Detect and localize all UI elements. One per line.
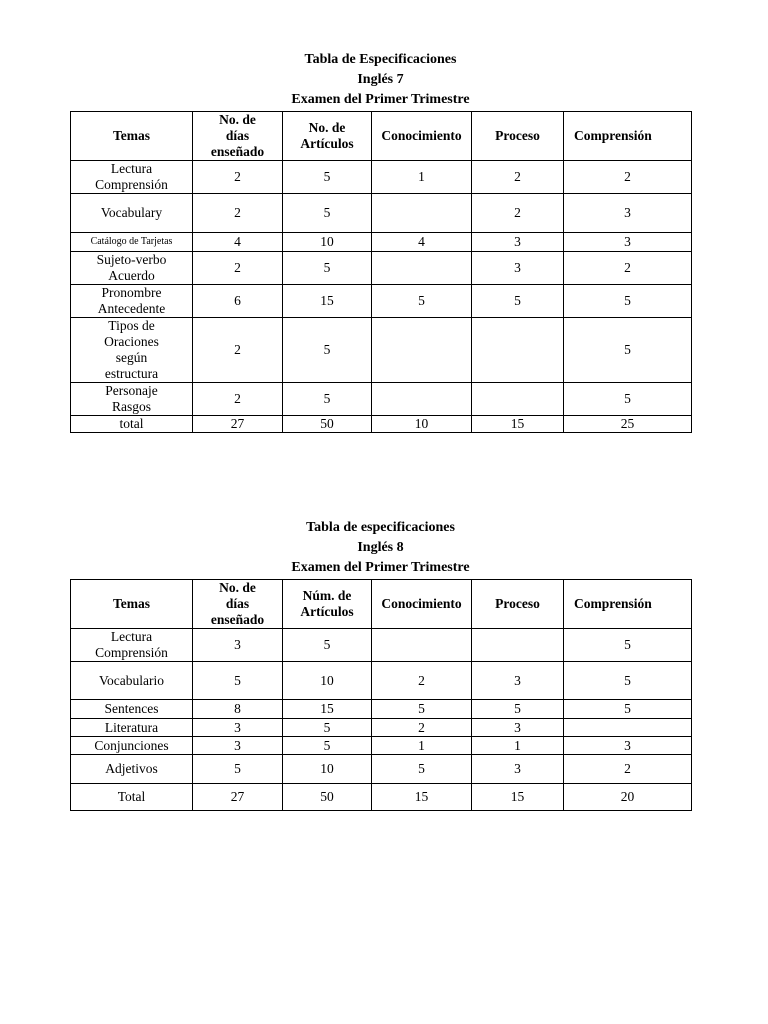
value-cell: 10 [283,755,372,784]
value-cell: 5 [564,700,692,719]
value-cell: 1 [472,737,564,755]
value-cell [372,629,472,662]
spec-table-2 [70,579,692,811]
value-cell: 5 [283,161,372,194]
column-header: Temas [71,112,193,161]
table-row [71,719,692,737]
value-cell: 3 [564,194,692,233]
topic-cell: Vocabulary [71,194,193,233]
value-cell [472,629,564,662]
value-cell: 5 [283,194,372,233]
topic-cell: Tipos de Oraciones según estructura [71,318,193,383]
topic-cell: Adjetivos [71,755,193,784]
value-cell: 2 [193,252,283,285]
topic-cell: Sentences [71,700,193,719]
value-cell: 5 [372,755,472,784]
value-cell: 5 [372,700,472,719]
value-cell: 3 [472,719,564,737]
table1-exam: Examen del Primer Trimestre [291,92,470,107]
value-cell: 8 [193,700,283,719]
value-cell: 4 [372,233,472,252]
value-cell: 5 [564,662,692,700]
table-row [71,416,692,433]
value-cell [372,252,472,285]
table-row [71,252,692,285]
table-row [71,629,692,662]
value-cell: 20 [564,784,692,811]
column-header: Proceso [472,580,564,629]
value-cell: 10 [283,233,372,252]
table-row [71,737,692,755]
table1-body [71,112,692,433]
table-row [71,233,692,252]
value-cell: 15 [283,285,372,318]
topic-cell: Literatura [71,719,193,737]
value-cell: 2 [372,719,472,737]
value-cell: 5 [283,252,372,285]
value-cell: 5 [283,719,372,737]
table-row [71,784,692,811]
value-cell: 2 [372,662,472,700]
table2-title: Tabla de especificaciones [306,520,455,535]
value-cell: 2 [564,252,692,285]
header-row [71,580,692,629]
value-cell: 5 [472,285,564,318]
value-cell: 2 [193,318,283,383]
value-cell: 2 [193,383,283,416]
value-cell: 5 [564,318,692,383]
value-cell: 15 [283,700,372,719]
value-cell [472,318,564,383]
column-header: No. de días enseñado [193,112,283,161]
value-cell: 10 [372,416,472,433]
value-cell: 15 [472,784,564,811]
value-cell: 5 [283,383,372,416]
table1-title: Tabla de Especificaciones [304,52,457,67]
value-cell: 1 [372,161,472,194]
topic-cell: Conjunciones [71,737,193,755]
column-header: Conocimiento [372,112,472,161]
table-row [71,285,692,318]
value-cell [372,318,472,383]
value-cell: 27 [193,416,283,433]
value-cell: 3 [472,755,564,784]
value-cell: 3 [193,719,283,737]
value-cell: 3 [472,662,564,700]
value-cell: 5 [193,662,283,700]
topic-cell: Catálogo de Tarjetas [71,233,193,252]
table-row [71,755,692,784]
value-cell: 50 [283,416,372,433]
table-row [71,161,692,194]
value-cell: 2 [193,161,283,194]
table-row [71,700,692,719]
value-cell: 4 [193,233,283,252]
value-cell: 25 [564,416,692,433]
spec-table-1 [70,111,692,433]
value-cell: 5 [193,755,283,784]
value-cell: 5 [283,629,372,662]
value-cell: 15 [372,784,472,811]
value-cell: 6 [193,285,283,318]
table2-body [71,580,692,811]
value-cell: 5 [564,383,692,416]
spec-table-ingles-8-section [70,518,691,811]
column-header: Comprensión [564,112,692,161]
value-cell: 1 [372,737,472,755]
value-cell: 3 [193,629,283,662]
value-cell: 2 [564,161,692,194]
value-cell: 2 [193,194,283,233]
topic-cell: Sujeto-verbo Acuerdo [71,252,193,285]
value-cell: 3 [564,737,692,755]
value-cell: 5 [564,285,692,318]
table-row [71,662,692,700]
topic-cell: Total [71,784,193,811]
value-cell [472,383,564,416]
value-cell [372,383,472,416]
table1-subject: Inglés 7 [357,72,404,87]
topic-cell: Lectura Comprensión [71,161,193,194]
column-header: No. de días enseñado [193,580,283,629]
topic-cell: Pronombre Antecedente [71,285,193,318]
value-cell: 2 [564,755,692,784]
value-cell: 5 [283,737,372,755]
column-header: Conocimiento [372,580,472,629]
table2-exam: Examen del Primer Trimestre [291,560,470,575]
table-row [71,383,692,416]
value-cell: 3 [564,233,692,252]
value-cell: 5 [472,700,564,719]
value-cell: 50 [283,784,372,811]
topic-cell: Personaje Rasgos [71,383,193,416]
value-cell: 5 [564,629,692,662]
table-row [71,318,692,383]
value-cell: 5 [283,318,372,383]
value-cell [564,719,692,737]
value-cell: 15 [472,416,564,433]
value-cell: 3 [472,233,564,252]
value-cell: 2 [472,194,564,233]
topic-cell: Lectura Comprensión [71,629,193,662]
spec-table-ingles-7-section [70,50,691,433]
value-cell [372,194,472,233]
value-cell: 3 [193,737,283,755]
value-cell: 2 [472,161,564,194]
table-row [71,194,692,233]
topic-cell: total [71,416,193,433]
topic-cell: Vocabulario [71,662,193,700]
column-header: Núm. de Artículos [283,580,372,629]
value-cell: 5 [372,285,472,318]
column-header: Proceso [472,112,564,161]
column-header: Comprensión [564,580,692,629]
value-cell: 3 [472,252,564,285]
column-header: Temas [71,580,193,629]
table2-subject: Inglés 8 [357,540,404,555]
header-row [71,112,692,161]
value-cell: 27 [193,784,283,811]
value-cell: 10 [283,662,372,700]
column-header: No. de Artículos [283,112,372,161]
